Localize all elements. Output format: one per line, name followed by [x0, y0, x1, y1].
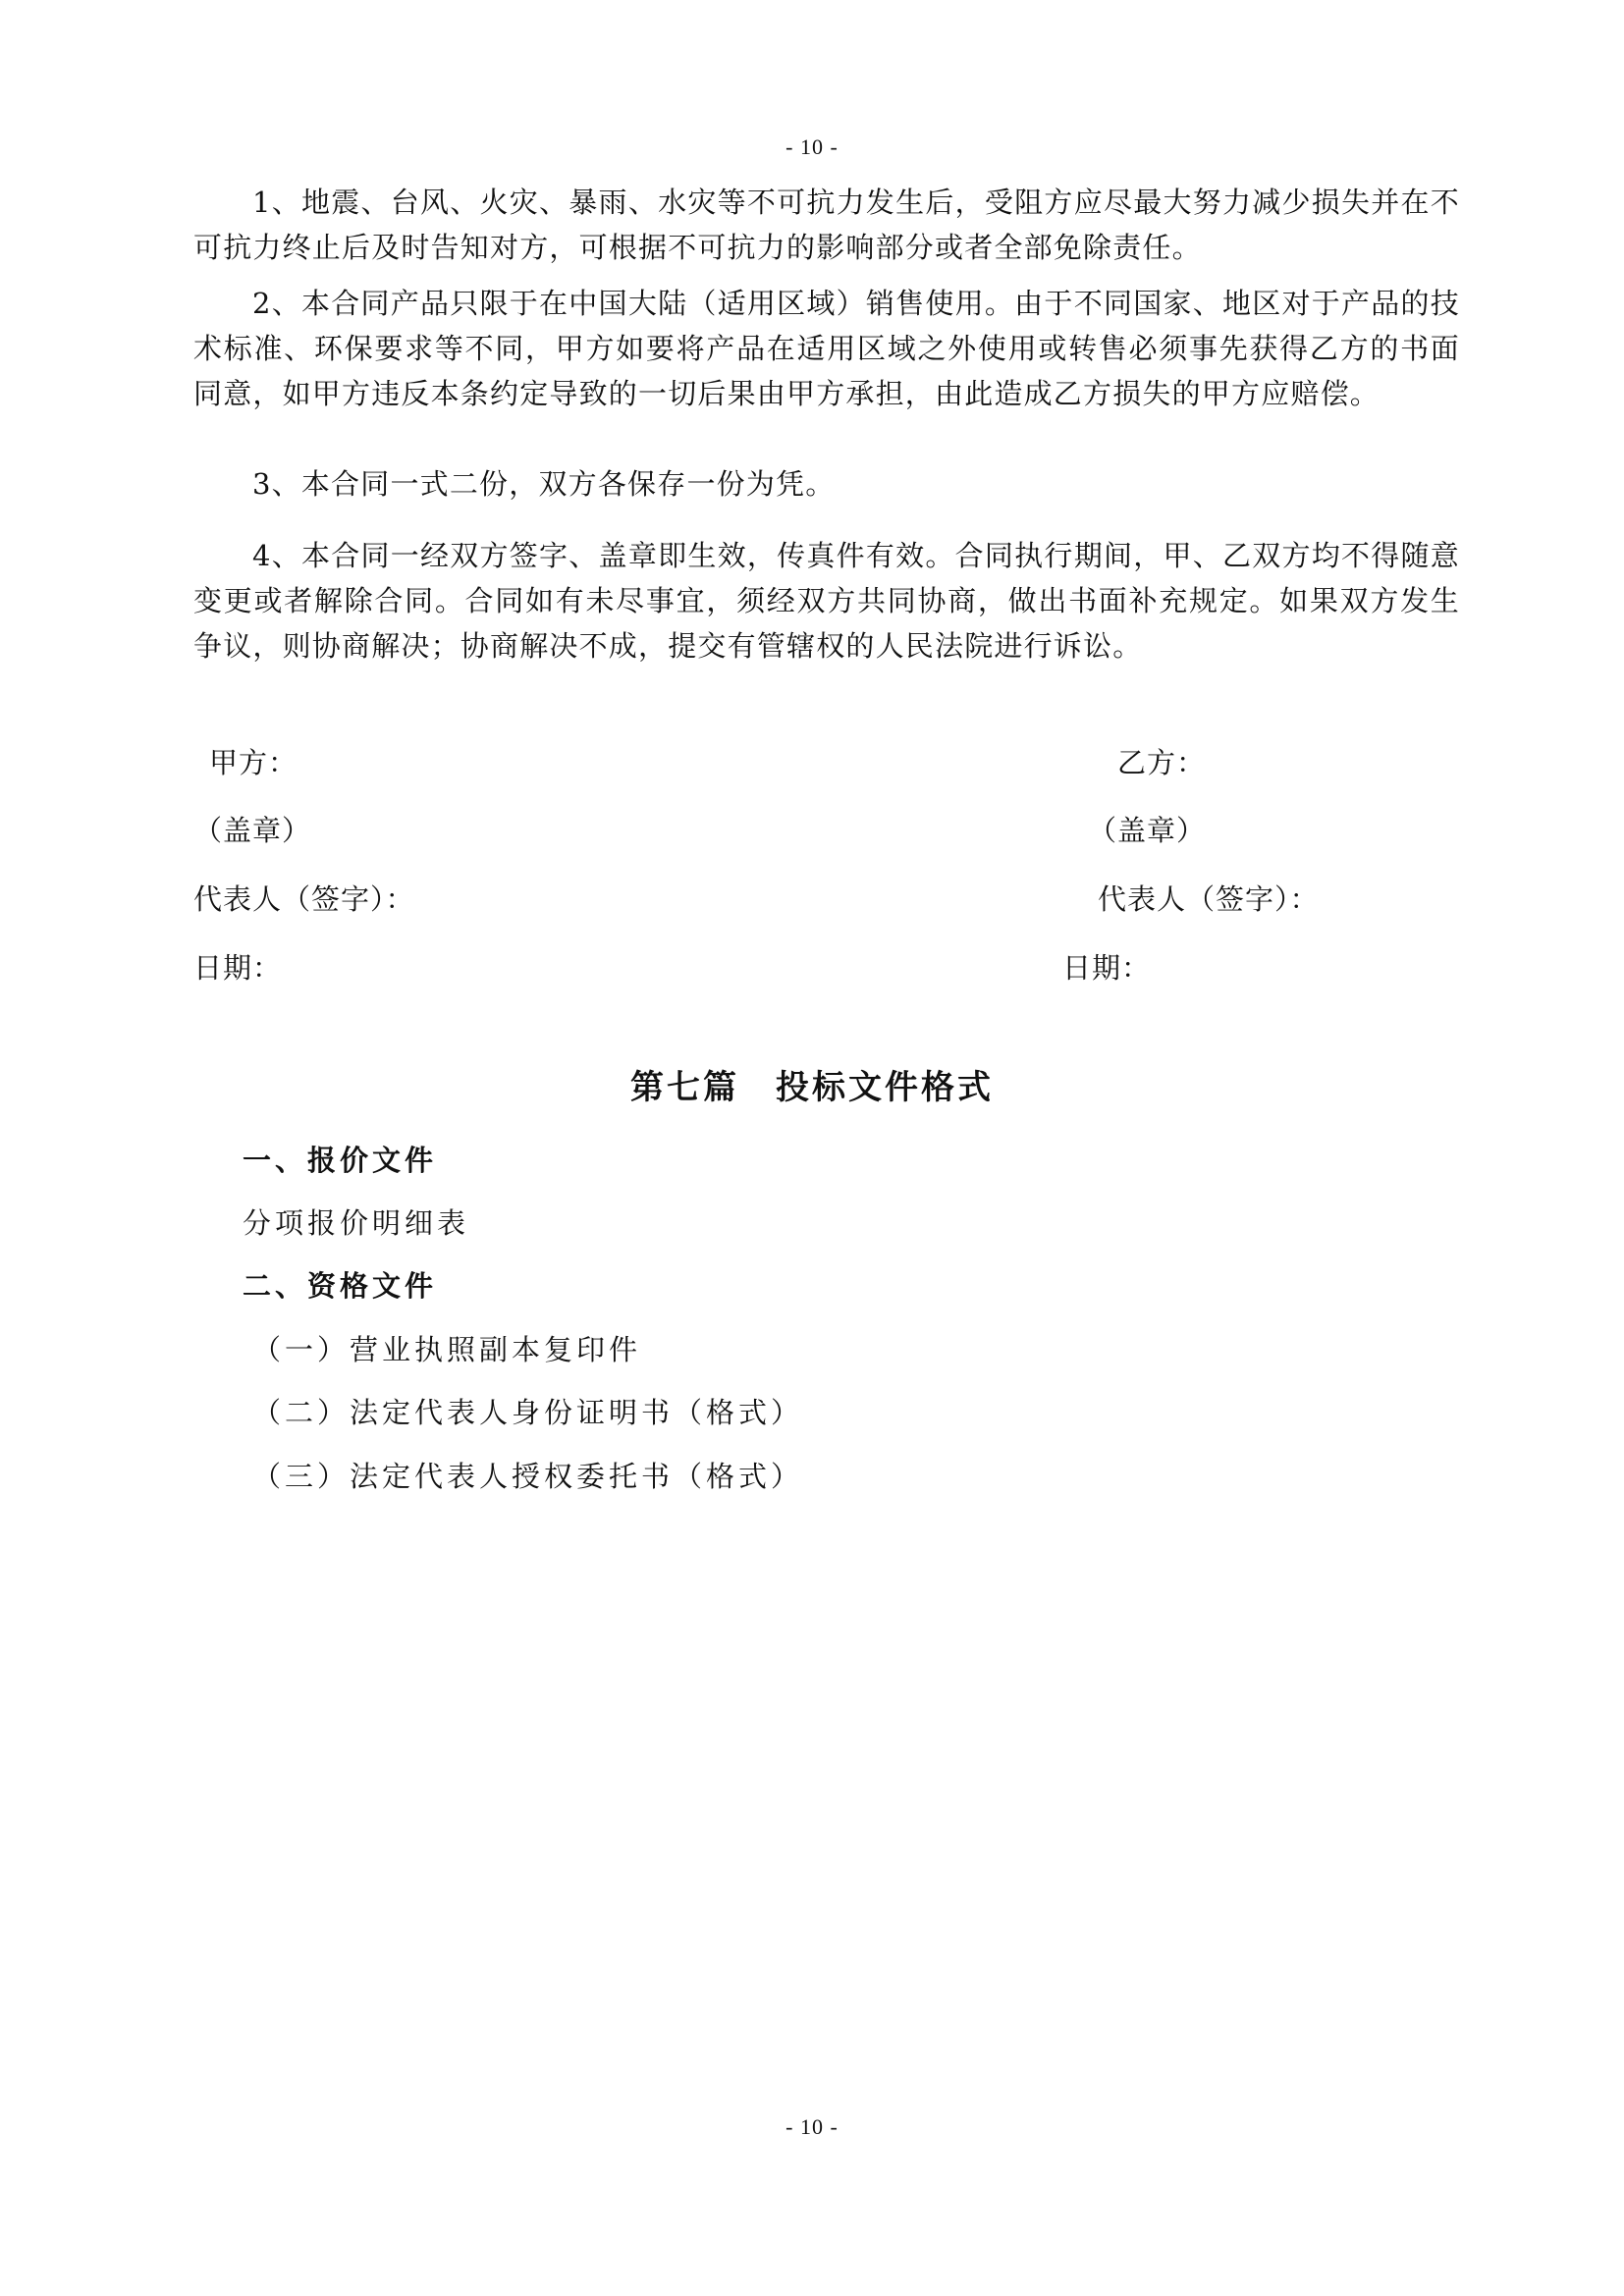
quote-item-price-breakdown: 分项报价明细表	[243, 1206, 470, 1240]
party-b-seal: （盖章）	[1088, 814, 1207, 847]
qualification-item-2: （二）法定代表人身份证明书（格式）	[252, 1396, 804, 1429]
party-a-date: 日期：	[193, 951, 283, 985]
contract-clause-4: 4、本合同一经双方签字、盖章即生效，传真件有效。合同执行期间，甲、乙双方均不得随意变更或者解除合同。合同如有未尽事宜，须经双方共同协商，做出书面补充规定。如果双方发生争议，则协商解决；协商解决不成，提交有管辖权的人民法院进行诉讼。	[193, 539, 1460, 663]
qualification-item-3: （三）法定代表人授权委托书（格式）	[252, 1460, 804, 1493]
qualification-item-1: （一）营业执照副本复印件	[252, 1333, 642, 1366]
quote-documents-heading: 一、报价文件	[243, 1144, 438, 1177]
section-title: 第七篇 投标文件格式	[630, 1068, 994, 1107]
page-number-bottom: - 10 -	[785, 2114, 839, 2139]
party-b-date: 日期：	[1062, 951, 1152, 985]
page-number-top: - 10 -	[785, 134, 839, 159]
qualification-documents-heading: 二、资格文件	[243, 1269, 438, 1303]
party-a-seal: （盖章）	[193, 814, 312, 847]
party-a-label: 甲方：	[209, 746, 298, 779]
party-a-representative: 代表人（签字）：	[193, 882, 415, 916]
party-b-representative: 代表人（签字）：	[1098, 882, 1320, 916]
contract-clause-1: 1、地震、台风、火灾、暴雨、水灾等不可抗力发生后，受阻方应尽最大努力减少损失并在不可抗力终止后及时告知对方，可根据不可抗力的影响部分或者全部免除责任。	[193, 186, 1460, 264]
contract-clause-2: 2、本合同产品只限于在中国大陆（适用区域）销售使用。由于不同国家、地区对于产品的技术标准、环保要求等不同，甲方如要将产品在适用区域之外使用或转售必须事先获得乙方的书面同意，如甲方违反本条约定导致的一切后果由甲方承担，由此造成乙方损失的甲方应赔偿。	[193, 287, 1460, 410]
party-b-label: 乙方：	[1117, 746, 1207, 779]
contract-clause-3: 3、本合同一式二份，双方各保存一份为凭。	[252, 467, 836, 501]
